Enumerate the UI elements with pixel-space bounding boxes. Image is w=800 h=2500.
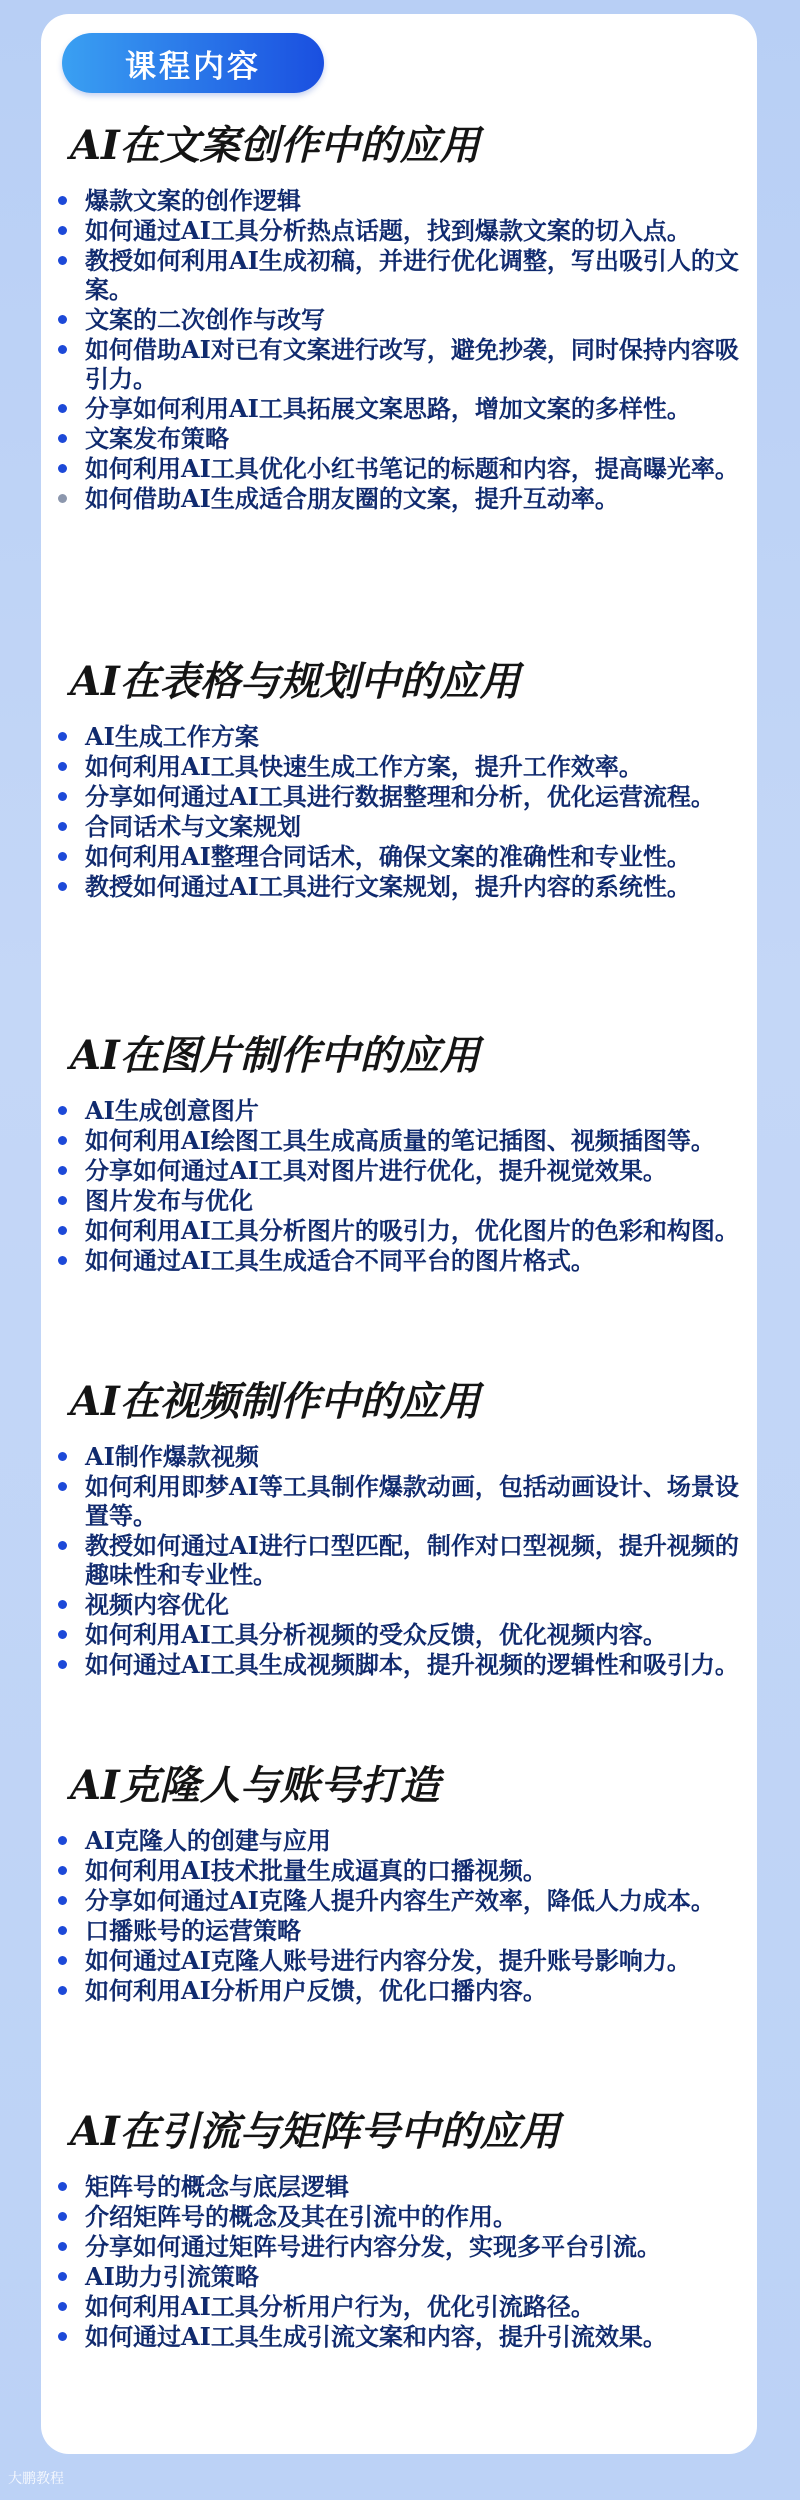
bullet-list [52,1826,742,2005]
list-item: 介绍矩阵号的概念及其在引流中的作用。 [52,2202,742,2231]
list-item: 如何利用AI工具快速生成工作方案，提升工作效率。 [52,752,742,781]
list-item: 视频内容优化 [52,1590,742,1619]
list-item: 如何利用AI分析用户反馈，优化口播内容。 [52,1976,742,2005]
list-item: 分享如何通过AI克隆人提升内容生产效率，降低人力成本。 [52,1886,742,1915]
list-item: 爆款文案的创作逻辑 [52,186,742,215]
bullet-dot-icon [58,1600,67,1609]
bullet-dot-icon [58,2302,67,2311]
list-item: 合同话术与文案规划 [52,812,742,841]
list-item: 如何利用AI工具分析视频的受众反馈，优化视频内容。 [52,1620,742,1649]
section-copywriting [52,120,742,514]
list-item: 如何利用AI整理合同话术，确保文案的准确性和专业性。 [52,842,742,871]
list-item: 教授如何利用AI生成初稿，并进行优化调整，写出吸引人的文案。 [52,246,742,304]
bullet-dot-icon [58,226,67,235]
bullet-list [52,186,742,513]
list-item: 口播账号的运营策略 [52,1916,742,1945]
bullet-dot-icon [58,2272,67,2281]
bullet-dot-icon [58,1106,67,1115]
list-item: 文案的二次创作与改写 [52,305,742,334]
list-item: 如何利用AI工具分析图片的吸引力，优化图片的色彩和构图。 [52,1216,742,1245]
bullet-dot-icon [58,404,67,413]
section-spreadsheet-planning [52,656,742,902]
bullet-dot-icon [58,1926,67,1935]
section-title: AI在文案创作中的应用 [70,122,480,169]
section-title: AI在图片制作中的应用 [70,1032,480,1079]
list-item: 如何借助AI对已有文案进行改写，避免抄袭，同时保持内容吸引力。 [52,335,742,393]
bullet-dot-icon [58,822,67,831]
bullet-dot-icon [58,1630,67,1639]
bullet-dot-icon [58,852,67,861]
list-item: 矩阵号的概念与底层逻辑 [52,2172,742,2201]
list-item: 分享如何利用AI工具拓展文案思路，增加文案的多样性。 [52,394,742,423]
bullet-dot-icon [58,1896,67,1905]
bullet-dot-icon [58,882,67,891]
bullet-dot-icon [58,256,67,265]
bullet-dot-icon [58,1541,67,1550]
list-item: 如何通过AI工具生成适合不同平台的图片格式。 [52,1246,742,1275]
section-title: AI在表格与规划中的应用 [70,658,520,705]
list-item: 分享如何通过AI工具进行数据整理和分析，优化运营流程。 [52,782,742,811]
course-content-badge: 课程内容 [62,33,324,93]
watermark: 大鹏教程 [8,2471,64,2487]
bullet-dot-icon [58,1482,67,1491]
bullet-dot-icon [58,1986,67,1995]
list-item: 教授如何通过AI进行口型匹配，制作对口型视频，提升视频的趣味性和专业性。 [52,1531,742,1589]
bullet-dot-icon [58,792,67,801]
bullet-dot-icon [58,1136,67,1145]
list-item: 如何利用AI绘图工具生成高质量的笔记插图、视频插图等。 [52,1126,742,1155]
bullet-dot-icon [58,1166,67,1175]
bullet-dot-icon [58,1226,67,1235]
list-item: 教授如何通过AI工具进行文案规划，提升内容的系统性。 [52,872,742,901]
bullet-list [52,1096,742,1275]
bullet-dot-icon [58,196,67,205]
section-title: AI在引流与矩阵号中的应用 [70,2108,560,2155]
list-item: AI克隆人的创建与应用 [52,1826,742,1855]
bullet-dot-icon [58,464,67,473]
bullet-dot-icon [58,345,67,354]
list-item: 如何借助AI生成适合朋友圈的文案，提升互动率。 [52,484,742,513]
bullet-list [52,722,742,901]
section-image-production [52,1030,742,1276]
bullet-dot-icon [58,1256,67,1265]
list-item: 如何利用AI工具分析用户行为，优化引流路径。 [52,2292,742,2321]
bullet-dot-icon [58,1660,67,1669]
list-item: AI制作爆款视频 [52,1442,742,1471]
list-item: 图片发布与优化 [52,1186,742,1215]
bullet-dot-icon [58,2332,67,2341]
section-ai-clone-accounts [52,1760,742,2006]
list-item: 如何利用即梦AI等工具制作爆款动画，包括动画设计、场景设置等。 [52,1472,742,1530]
list-item: 文案发布策略 [52,424,742,453]
bullet-dot-icon [58,315,67,324]
section-traffic-matrix [52,2106,742,2352]
bullet-list [52,1442,742,1679]
bullet-dot-icon [58,2182,67,2191]
bullet-dot-icon [58,1956,67,1965]
section-video-production [52,1376,742,1680]
bullet-dot-icon [58,1866,67,1875]
bullet-dot-icon [58,1196,67,1205]
bullet-dot-icon [58,2212,67,2221]
section-title: AI在视频制作中的应用 [70,1378,480,1425]
bullet-dot-icon [58,494,67,503]
list-item: 如何通过AI克隆人账号进行内容分发，提升账号影响力。 [52,1946,742,1975]
list-item: 如何通过AI工具生成引流文案和内容，提升引流效果。 [52,2322,742,2351]
list-item: AI助力引流策略 [52,2262,742,2291]
list-item: 如何通过AI工具生成视频脚本，提升视频的逻辑性和吸引力。 [52,1650,742,1679]
list-item: 分享如何通过矩阵号进行内容分发，实现多平台引流。 [52,2232,742,2261]
section-title: AI克隆人与账号打造 [70,1762,440,1809]
list-item: 如何利用AI技术批量生成逼真的口播视频。 [52,1856,742,1885]
list-item: AI生成创意图片 [52,1096,742,1125]
bullet-dot-icon [58,434,67,443]
list-item: AI生成工作方案 [52,722,742,751]
bullet-dot-icon [58,2242,67,2251]
bullet-dot-icon [58,762,67,771]
bullet-dot-icon [58,1836,67,1845]
list-item: 分享如何通过AI工具对图片进行优化，提升视觉效果。 [52,1156,742,1185]
list-item: 如何通过AI工具分析热点话题，找到爆款文案的切入点。 [52,216,742,245]
bullet-dot-icon [58,732,67,741]
list-item: 如何利用AI工具优化小红书笔记的标题和内容，提高曝光率。 [52,454,742,483]
bullet-list [52,2172,742,2351]
bullet-dot-icon [58,1452,67,1461]
